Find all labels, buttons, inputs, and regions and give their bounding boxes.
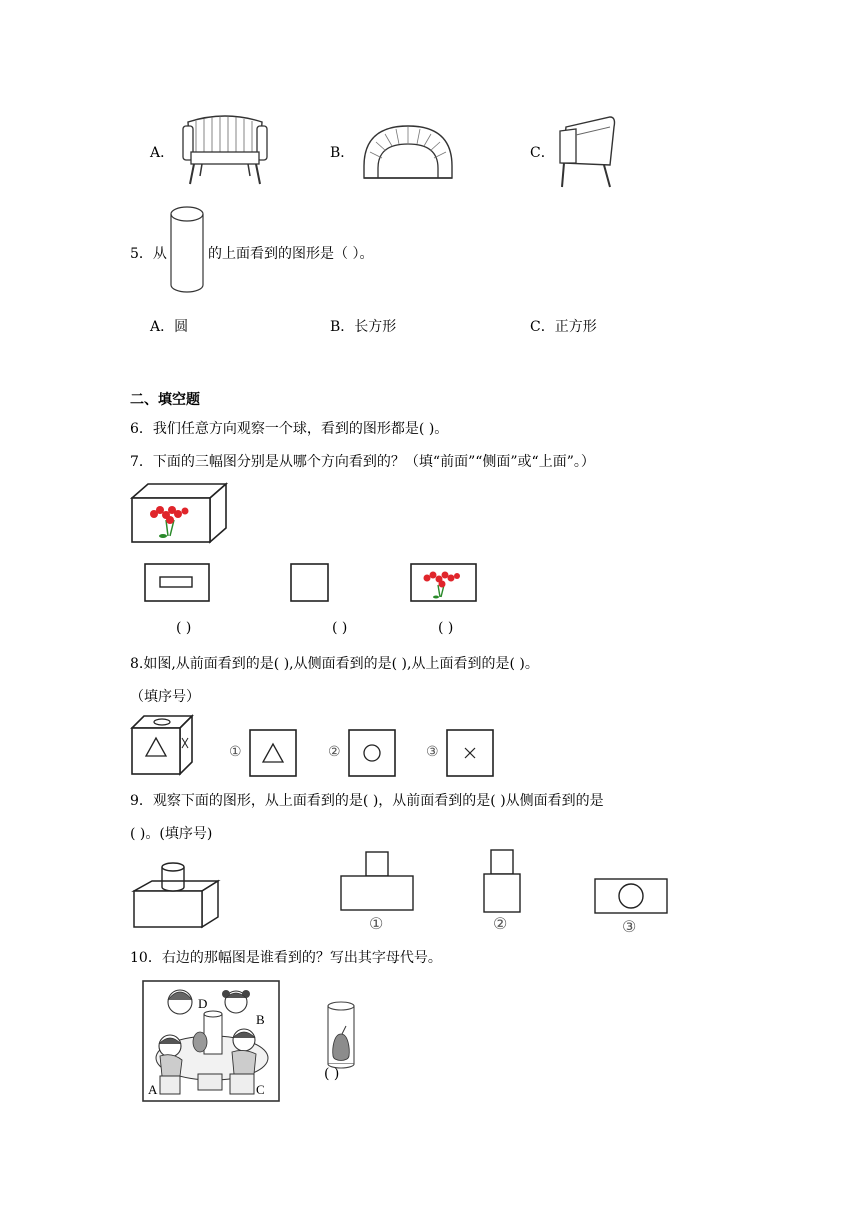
q5-option-c-text: 正方形 <box>554 319 597 335</box>
q7-blank-2[interactable]: ( ) <box>332 620 348 636</box>
children-around-table-image <box>142 980 280 1102</box>
q9-marker-2: ② <box>493 914 508 933</box>
q8-view-triangle-image <box>249 729 297 777</box>
armchair-front-view-image <box>182 112 268 186</box>
q9-view-3-image <box>594 878 668 914</box>
flower-box-3d-image <box>130 482 228 546</box>
child-label-c: C <box>256 1082 265 1097</box>
q8-marker-1: ① <box>229 744 242 760</box>
cylinder-icon <box>168 205 208 295</box>
q9-marker-3: ③ <box>622 917 637 936</box>
q7-blank-3[interactable]: ( ) <box>438 620 454 636</box>
q9-text-cont: ( )。(填序号) <box>130 826 213 842</box>
q10-text: 10．右边的那幅图是谁看到的？写出其字母代号。 <box>130 950 442 966</box>
q5-option-b-label: B．长方形 <box>330 319 397 335</box>
q7-blank-1[interactable]: ( ) <box>176 620 192 636</box>
q7-view-1-image <box>144 563 210 603</box>
q9-view-2-image <box>483 849 521 913</box>
cylinder-with-pear-image <box>324 1000 358 1068</box>
q5-option-b-text: 长方形 <box>354 319 397 335</box>
q8-view-circle-image <box>348 729 396 777</box>
q8-hint: （填序号） <box>130 689 200 705</box>
q4-option-a-label: A． <box>150 145 175 161</box>
q8-marker-3: ③ <box>426 744 439 760</box>
q9-solid-image <box>132 861 220 929</box>
q5-number: 5．从 <box>130 246 167 262</box>
q8-marker-2: ② <box>328 744 341 760</box>
armchair-top-view-image <box>360 122 456 182</box>
q5-option-c-label: C．正方形 <box>530 319 597 335</box>
section-title: 二、填空题 <box>130 392 200 408</box>
q9-view-1-image <box>340 851 414 911</box>
q4-option-b-label: B． <box>330 145 355 161</box>
q6-text: 6．我们任意方向观察一个球，看到的图形都是( )。 <box>130 421 449 437</box>
q5-question-text: 的上面看到的图形是（ ）。 <box>208 246 374 262</box>
q5-option-a-text: 圆 <box>174 319 189 335</box>
q7-view-2-image <box>290 563 330 603</box>
armchair-side-view-image <box>556 113 618 189</box>
q7-view-3-image <box>410 563 478 603</box>
q8-text: 8.如图,从前面看到的是( ),从侧面看到的是( ),从上面看到的是( )。 <box>130 656 539 672</box>
q8-view-cross-image <box>446 729 494 777</box>
q8-cube-image <box>130 714 194 776</box>
q9-marker-1: ① <box>369 914 384 933</box>
child-label-b: B <box>256 1012 265 1027</box>
child-label-d: D <box>198 996 208 1011</box>
q9-text: 9．观察下面的图形，从上面看到的是( )，从前面看到的是( )从侧面看到的是 <box>130 793 604 809</box>
child-label-a: A <box>148 1082 158 1097</box>
q7-text: 7．下面的三幅图分别是从哪个方向看到的？（填“前面”“侧面”或“上面”。） <box>130 454 595 470</box>
q4-option-c-label: C． <box>530 145 555 161</box>
q10-answer-blank[interactable]: ( ) <box>324 1066 340 1082</box>
q5-option-a-label: A．圆 <box>150 319 189 335</box>
